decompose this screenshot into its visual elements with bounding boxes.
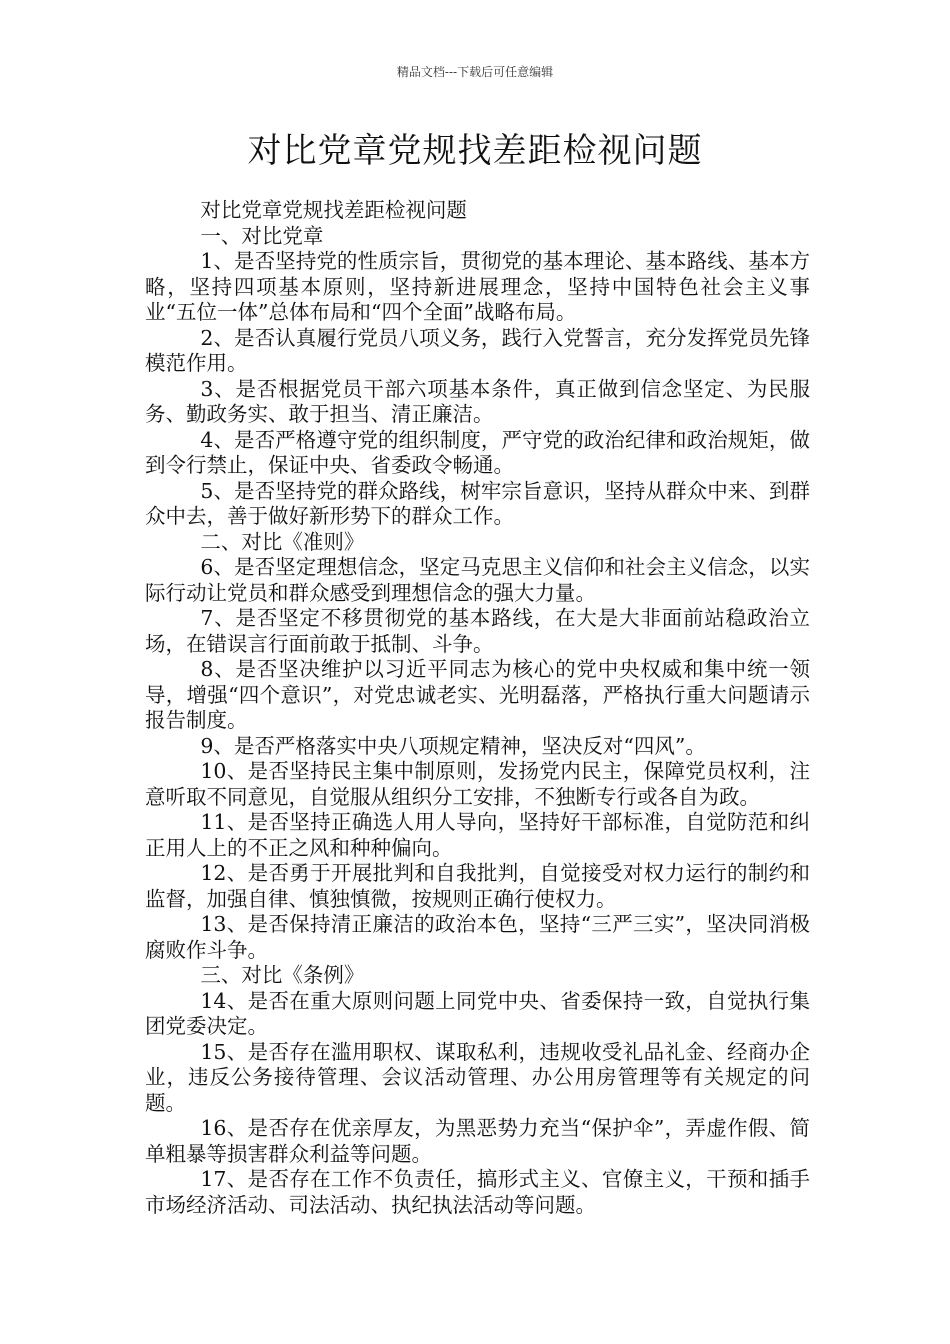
section-heading-1: 一、对比党章 — [200, 223, 324, 248]
list-item: 7、是否坚定不移贯彻党的基本路线，在大是大非面前站稳政治立场，在错误言行面前敢于抵制、斗争。 — [145, 606, 810, 656]
list-item: 8、是否坚决维护以习近平同志为核心的党中央权威和集中统一领导，增强“四个意识”，对党忠诚老实、光明磊落，严格执行重大问题请示报告制度。 — [145, 657, 810, 732]
list-item: 2、是否认真履行党员八项义务，践行入党誓言，充分发挥党员先锋模范作用。 — [145, 325, 810, 375]
list-item: 13、是否保持清正廉洁的政治本色，坚持“三严三实”，坚决同消极腐败作斗争。 — [145, 912, 810, 962]
list-item: 14、是否在重大原则问题上同党中央、省委保持一致，自觉执行集团党委决定。 — [145, 988, 810, 1038]
list-item: 12、是否勇于开展批判和自我批判，自觉接受对权力运行的制约和监督，加强自律、慎独慎微，按规则正确行使权力。 — [145, 861, 810, 911]
header-note: 精品文档---下载后可任意编辑 — [396, 65, 554, 79]
list-item: 10、是否坚持民主集中制原则，发扬党内民主，保障党员权利，注意听取不同意见，自觉服从组织分工安排，不独断专行或各自为政。 — [145, 759, 810, 809]
section-heading-2: 二、对比《准则》 — [200, 529, 365, 554]
document-title: 对比党章党规找差距检视问题 — [247, 131, 703, 171]
list-item: 4、是否严格遵守党的组织制度，严守党的政治纪律和政治规矩，做到令行禁止，保证中央、省委政令畅通。 — [145, 427, 810, 477]
list-item: 1、是否坚持党的性质宗旨，贯彻党的基本理论、基本路线、基本方略，坚持四项基本原则，坚持新进展理念，坚持中国特色社会主义事业“五位一体”总体布局和“四个全面”战略布局。 — [145, 249, 810, 324]
list-item: 17、是否存在工作不负责任，搞形式主义、官僚主义，干预和插手市场经济活动、司法活动、执纪执法活动等问题。 — [145, 1167, 810, 1217]
list-item: 6、是否坚定理想信念，坚定马克思主义信仰和社会主义信念，以实际行动让党员和群众感受到理想信念的强大力量。 — [145, 555, 810, 605]
list-item: 16、是否存在优亲厚友，为黑恶势力充当“保护伞”，弄虚作假、简单粗暴等损害群众利益等问题。 — [145, 1116, 810, 1166]
list-item: 3、是否根据党员干部六项基本条件，真正做到信念坚定、为民服务、勤政务实、敢于担当、清正廉洁。 — [145, 376, 810, 426]
list-item: 5、是否坚持党的群众路线，树牢宗旨意识，坚持从群众中来、到群众中去，善于做好新形势下的群众工作。 — [145, 478, 810, 528]
section-heading-3: 三、对比《条例》 — [200, 963, 365, 987]
document-body — [145, 198, 810, 1218]
paragraph-subtitle: 对比党章党规找差距检视问题 — [200, 198, 467, 222]
list-item: 11、是否坚持正确选人用人导向，坚持好干部标准，自觉防范和纠正用人上的不正之风和种种偏向。 — [145, 810, 810, 860]
list-item: 9、是否严格落实中央八项规定精神，坚决反对“四风”。 — [200, 733, 706, 758]
list-item: 15、是否存在滥用职权、谋取私利，违规收受礼品礼金、经商办企业，违反公务接待管理、会议活动管理、办公用房管理等有关规定的问题。 — [145, 1039, 810, 1115]
